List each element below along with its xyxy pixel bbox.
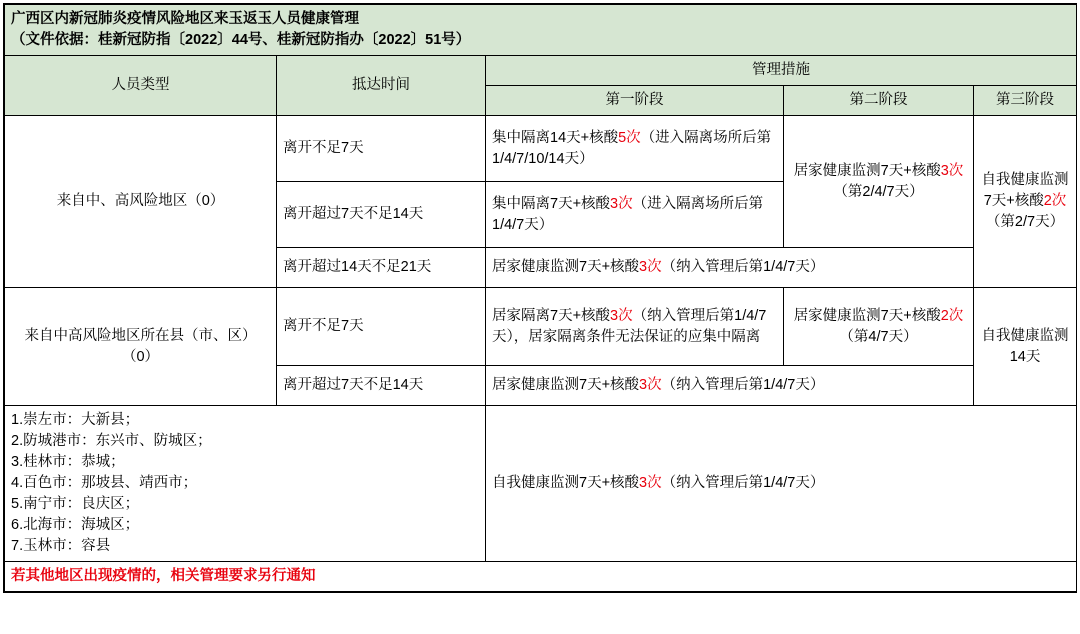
document-sheet [3, 3, 1077, 593]
group1-row1-stage1 [486, 116, 784, 182]
list-item: 5.南宁市：良庆区； [11, 496, 140, 513]
group2-row1-stage1 [486, 288, 784, 366]
group1-row1-stage1-b: （进入隔离场所后第1/4/7/10/14天） [492, 129, 772, 167]
group2-stage3 [974, 288, 1077, 406]
group2-row2-stage1-b: （纳入管理后第1/4/7天） [661, 377, 825, 394]
health-management-table [4, 4, 1077, 592]
group2-stage3-line1: 自我健康监测 [981, 327, 1069, 344]
group3-measure-count: 3次 [639, 475, 662, 492]
group1-stage2-line1 [790, 161, 967, 182]
group1-row3-stage1-count: 3次 [639, 259, 662, 276]
table-row [5, 116, 1077, 182]
group1-stage3 [974, 116, 1077, 288]
group2-row2-stage1 [486, 366, 974, 406]
group1-row3-stage1-b: （纳入管理后第1/4/7天） [661, 259, 825, 276]
list-item: 7.玉林市：容县 [11, 538, 111, 555]
group1-person-type: 来自中、高风险地区（0） [5, 116, 277, 288]
group1-row3-arrival: 离开超过14天不足21天 [277, 248, 486, 288]
group2-person-type-line2: （0） [121, 348, 160, 365]
group2-row1-stage1-count: 3次 [610, 307, 633, 324]
group2-stage2-line2: （第4/7天） [839, 328, 918, 345]
group2-row2-stage1-a: 居家健康监测7天+核酸 [492, 377, 640, 394]
group1-stage2-a: 居家健康监测7天+核酸 [793, 162, 941, 179]
group2-stage3-line2: 14天 [1009, 348, 1041, 365]
list-item: 6.北海市：海城区； [11, 517, 140, 534]
group1-stage3-count: 2次 [1043, 193, 1067, 210]
group1-stage2 [784, 116, 974, 248]
group2-row2-stage1-count: 3次 [639, 377, 662, 394]
group1-row1-arrival: 离开不足7天 [277, 116, 486, 182]
group1-row2-arrival: 离开超过7天不足14天 [277, 182, 486, 248]
group1-row2-stage1-a: 集中隔离7天+核酸 [492, 195, 611, 212]
group1-stage2-count: 3次 [940, 162, 964, 179]
group2-row2-arrival: 离开超过7天不足14天 [277, 366, 486, 406]
group2-stage2-line1 [790, 306, 967, 327]
group3-measure-b: （纳入管理后第1/4/7天） [661, 475, 825, 492]
group2-person-type [5, 288, 277, 406]
header-stage-2: 第二阶段 [784, 86, 974, 116]
group1-row3-stage1-a: 居家健康监测7天+核酸 [492, 259, 640, 276]
header-arrival-time: 抵达时间 [277, 56, 486, 116]
group1-stage3-b: 7天+核酸 [983, 193, 1044, 210]
header-row-top [5, 56, 1077, 86]
title-row [5, 5, 1077, 56]
title-line-2: （文件依据：桂新冠防指〔2022〕44号、桂新冠防指办〔2022〕51号） [11, 32, 471, 49]
group2-stage2-count: 2次 [940, 307, 964, 324]
footer-note: 若其他地区出现疫情的，相关管理要求另行通知 [5, 562, 1077, 592]
table-row [5, 288, 1077, 366]
group1-row1-stage1-a: 集中隔离14天+核酸 [492, 129, 619, 146]
group2-person-type-line1: 来自中高风险地区所在县（市、区） [24, 327, 257, 344]
group3-region-list [5, 406, 486, 562]
group1-stage3-line3: （第2/7天） [985, 214, 1065, 231]
group1-stage3-line2 [980, 191, 1070, 212]
group1-row3-stage1 [486, 248, 974, 288]
group2-row1-stage1-b: （纳入管理后第1/4/7天），居家隔离条件无法保证的应集中隔离 [492, 307, 767, 345]
title-line-1: 广西区内新冠肺炎疫情风险地区来玉返玉人员健康管理 [11, 11, 359, 27]
header-measures: 管理措施 [486, 56, 1077, 86]
group1-row1-stage1-count: 5次 [618, 129, 641, 146]
list-item: 1.崇左市：大新县； [11, 412, 140, 429]
document-title [5, 5, 1077, 56]
list-item: 4.百色市：那坡县、靖西市； [11, 475, 198, 492]
group3-measure [486, 406, 1077, 562]
footer-row [5, 562, 1077, 592]
group2-row1-arrival: 离开不足7天 [277, 288, 486, 366]
header-stage-3: 第三阶段 [974, 86, 1077, 116]
group1-row2-stage1-count: 3次 [610, 195, 633, 212]
header-person-type: 人员类型 [5, 56, 277, 116]
group2-stage2-a: 居家健康监测7天+核酸 [793, 307, 941, 324]
group1-stage3-line1: 自我健康监测 [981, 172, 1069, 189]
group1-row2-stage1-b: （进入隔离场所后第1/4/7天） [492, 195, 764, 233]
group1-row2-stage1 [486, 182, 784, 248]
header-stage-1: 第一阶段 [486, 86, 784, 116]
group3-measure-a: 自我健康监测7天+核酸 [492, 475, 640, 492]
group1-stage2-line2: （第2/4/7天） [833, 183, 924, 200]
list-item: 2.防城港市：东兴市、防城区； [11, 433, 212, 450]
group2-row1-stage1-a: 居家隔离7天+核酸 [492, 307, 611, 324]
list-item: 3.桂林市：恭城； [11, 454, 125, 471]
group2-stage2 [784, 288, 974, 366]
table-row [5, 406, 1077, 562]
